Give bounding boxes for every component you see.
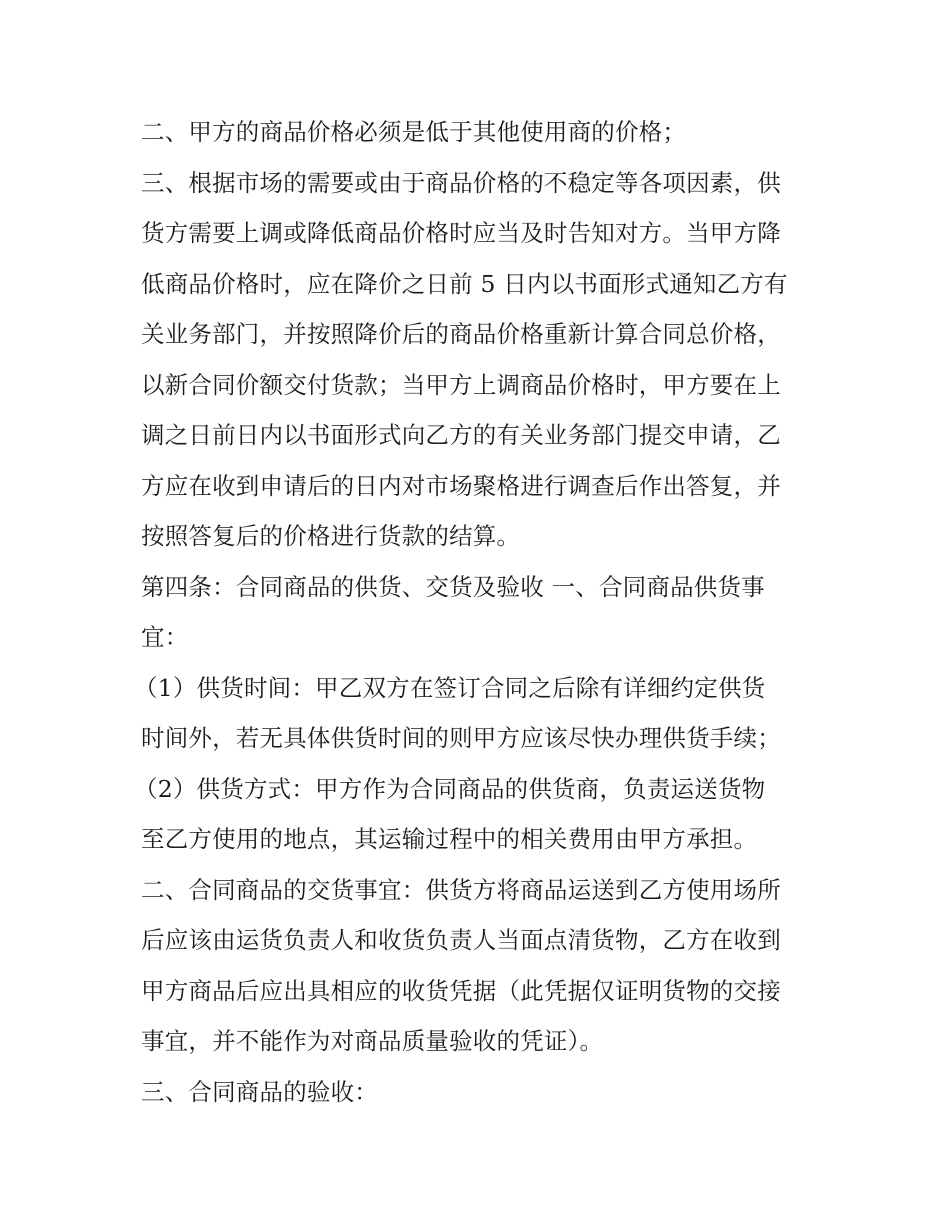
document-body (134, 107, 813, 1117)
text-line: 以新合同价额交付货款；当甲方上调商品价格时，甲方要在上 (141, 370, 781, 399)
text-line: 三、根据市场的需要或由于商品价格的不稳定等各项因素，供 (141, 168, 781, 197)
text-line: （2）供货方式：甲方作为合同商品的供货商，负责运送货物 (134, 774, 766, 803)
text-line: （1）供货时间：甲乙双方在签订合同之后除有详细约定供货 (134, 673, 766, 702)
text-line: 关业务部门，并按照降价后的商品价格重新计算合同总价格， (141, 320, 781, 348)
text-line: 按照答复后的价格进行货款的结算。 (141, 522, 521, 550)
text-line: 货方需要上调或降低商品价格时应当及时告知对方。当甲方降 (141, 219, 781, 247)
text-line: 后应该由运货负责人和收货负责人当面点清货物，乙方在收到 (141, 926, 781, 954)
text-line: 甲方商品后应出具相应的收货凭据（此凭据仅证明货物的交接 (141, 976, 781, 1005)
text-line: 低商品价格时，应在降价之日前 5 日内以书面形式通知乙方有 (141, 269, 788, 298)
text-line: 方应在收到申请后的日内对市场聚格进行调查后作出答复，并 (141, 471, 781, 500)
text-line: 二、合同商品的交货事宜：供货方将商品运送到乙方使用场所 (141, 875, 781, 904)
text-line: 至乙方使用的地点，其运输过程中的相关费用由甲方承担。 (141, 825, 758, 853)
text-line: 二、甲方的商品价格必须是低于其他使用商的价格； (141, 118, 687, 146)
text-line: 调之日前日内以书面形式向乙方的有关业务部门提交申请，乙 (141, 421, 781, 449)
text-line: 宜： (141, 623, 189, 651)
text-line: 事宜，并不能作为对商品质量验收的凭证）。 (141, 1027, 604, 1055)
text-line: 三、合同商品的验收： (141, 1077, 378, 1106)
text-line: 时间外，若无具体供货时间的则甲方应该尽快办理供货手续； (141, 724, 781, 752)
article-heading: 第四条：合同商品的供货、交货及验收 一、合同商品供货事 (141, 572, 765, 601)
